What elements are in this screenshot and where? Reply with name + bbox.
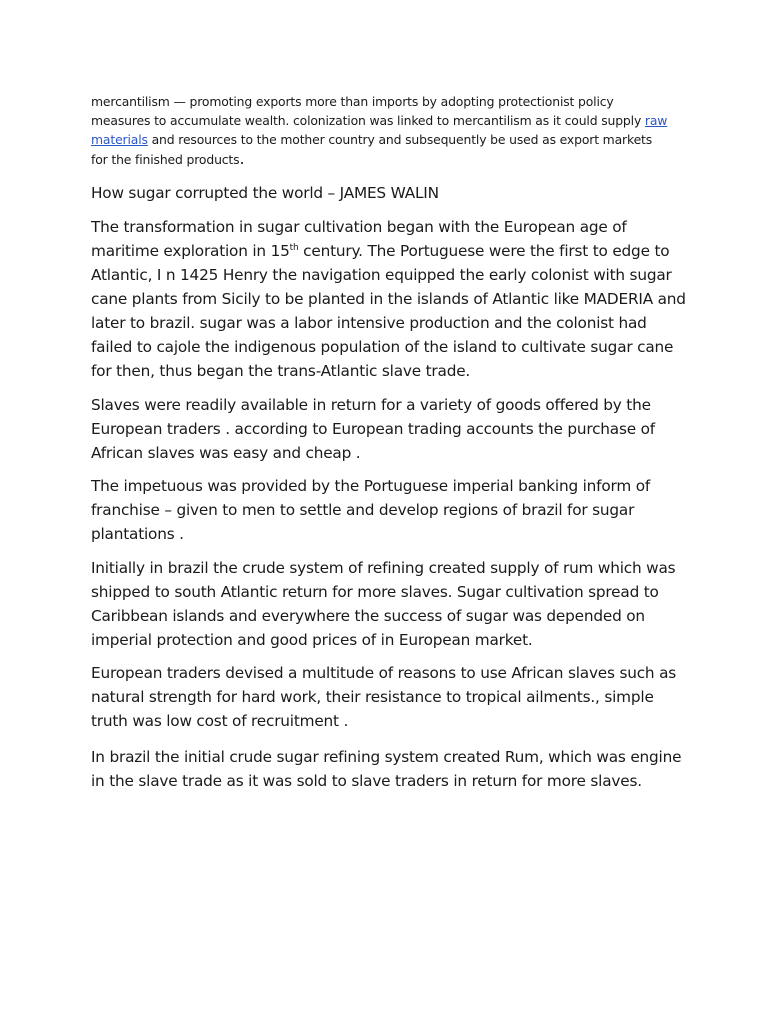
paragraph-rum-trade: In brazil the initial crude sugar refining system created Rum, which was engine in the slave trade as it was sold to slave traders in return for more slaves. (91, 748, 682, 790)
paragraph-portuguese-banking: The impetuous was provided by the Portuguese imperial banking inform of franchise – given to men to settle and develop regions of brazil for sugar plantations . (91, 477, 651, 543)
paragraph-sugar-transformation (91, 215, 691, 383)
document-heading: How sugar corrupted the world – JAMES WALIN (91, 184, 439, 202)
mercantilism-note (91, 92, 671, 169)
ordinal-superscript: th (289, 242, 299, 253)
paragraph-1-rest: century. The Portuguese were the first to edge to Atlantic, I n 1425 Henry the navigation equipped the early colonist with sugar cane plants from Sicily to be planted in the islands of Atlantic like MADERIA and later to brazil. sugar was a labor intensive production and the colonist had failed to cajole the indigenous population of the island to cultivate sugar cane for then, thus began the trans-Atlantic slave trade. (91, 242, 686, 380)
paragraph-slaves-available: Slaves were readily available in return for a variety of goods offered by the European traders . according to European trading accounts the purchase of African slaves was easy and cheap . (91, 396, 655, 462)
note-text-end: and resources to the mother country and subsequently be used as export markets for the finished products (91, 132, 653, 167)
paragraph-brazil-refining: Initially in brazil the crude system of refining created supply of rum which was shipped to south Atlantic return for more slaves. Sugar cultivation spread to Caribbean islands and everywhere the success of sugar was depended on imperial protection and good prices of in European market. (91, 559, 676, 649)
raw-materials-link[interactable]: raw materials (91, 113, 668, 147)
note-period: . (239, 149, 245, 168)
note-text-start: mercantilism — promoting exports more than imports by adopting protectionist policy measures to accumulate wealth. colonization was linked to mercantilism as it could supply (91, 94, 645, 128)
paragraph-1-start: The transformation in sugar cultivation began with the European age of maritime exploration in 15 (91, 218, 627, 260)
paragraph-european-traders: European traders devised a multitude of reasons to use African slaves such as natural strength for hard work, their resistance to tropical ailments., simple truth was low cost of recruitment . (91, 664, 677, 730)
